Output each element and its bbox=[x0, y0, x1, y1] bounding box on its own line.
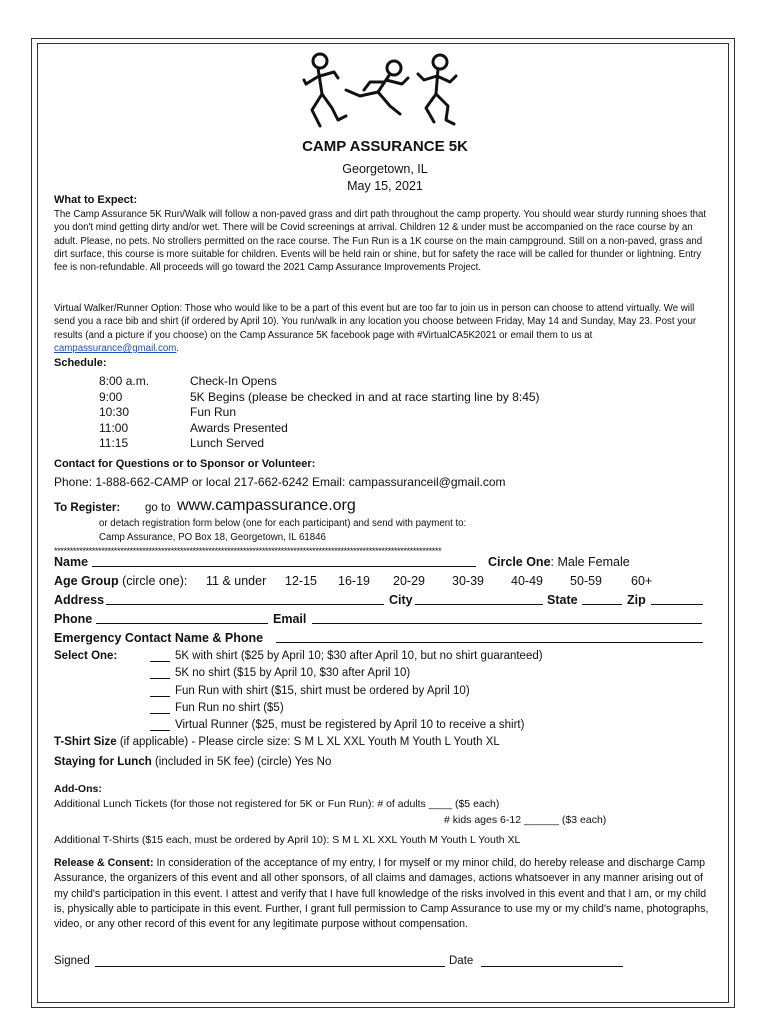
virtual-end: . bbox=[176, 342, 180, 354]
gender-options[interactable]: : Male Female bbox=[550, 555, 630, 569]
age-group-option[interactable]: 11 & under bbox=[206, 574, 267, 588]
zip-label: Zip bbox=[627, 593, 646, 607]
register-detach: or detach registration form below (one for each participant) and send with payment to: bbox=[99, 518, 467, 529]
date-label: Date bbox=[449, 955, 474, 967]
register-label: To Register: bbox=[54, 502, 121, 514]
email-label: Email bbox=[273, 612, 307, 626]
age-label: Age Group bbox=[54, 574, 119, 588]
registration-option[interactable]: 5K with shirt ($25 by April 10; $30 after April 10, but no shirt guaranteed) bbox=[175, 650, 543, 662]
circle-one-label: Circle One bbox=[488, 555, 551, 569]
circle-one bbox=[488, 555, 630, 569]
event-location: Georgetown, IL bbox=[342, 162, 428, 176]
contact-line: Phone: 1-888-662-CAMP or local 217-662-6242 Email: campassuranceil@gmail.com bbox=[54, 475, 506, 489]
contact-heading: Contact for Questions or to Sponsor or Volunteer: bbox=[54, 458, 316, 470]
schedule-time: 11:00 bbox=[99, 420, 129, 435]
schedule-event: Awards Presented bbox=[190, 420, 288, 435]
virtual-paragraph bbox=[54, 302, 714, 355]
schedule-time: 8:00 a.m. bbox=[99, 374, 150, 388]
option-checkbox-line[interactable] bbox=[150, 719, 170, 731]
register-url[interactable]: www.campassurance.org bbox=[177, 497, 356, 514]
name-field[interactable] bbox=[92, 555, 476, 567]
registration-option[interactable]: Virtual Runner ($25, must be registered by April 10 to receive a shirt) bbox=[175, 719, 525, 732]
city-label: City bbox=[389, 593, 413, 607]
option-checkbox-line[interactable] bbox=[150, 685, 170, 697]
event-title: CAMP ASSURANCE 5K bbox=[302, 138, 468, 155]
registration-option[interactable]: 5K no shirt ($15 by April 10, $30 after April 10) bbox=[175, 667, 411, 680]
address-label: Address bbox=[54, 593, 105, 607]
register-goto: go to bbox=[145, 502, 171, 514]
date-field[interactable] bbox=[481, 955, 623, 967]
age-group-option[interactable]: 20-29 bbox=[393, 574, 425, 588]
age-group-option[interactable]: 30-39 bbox=[452, 574, 484, 588]
age-group-row bbox=[54, 574, 187, 588]
emergency-label: Emergency Contact Name & Phone bbox=[54, 631, 264, 645]
event-date: May 15, 2021 bbox=[347, 179, 423, 193]
release-paragraph bbox=[54, 856, 718, 932]
address-field[interactable] bbox=[106, 593, 384, 605]
signed-label: Signed bbox=[54, 955, 90, 967]
select-one-label: Select One: bbox=[54, 650, 118, 662]
name-label: Name bbox=[54, 555, 89, 569]
schedule-event: Fun Run bbox=[190, 405, 237, 419]
schedule-heading: Schedule: bbox=[54, 357, 107, 369]
state-field[interactable] bbox=[582, 593, 622, 605]
option-checkbox-line[interactable] bbox=[150, 667, 170, 679]
addons-heading: Add-Ons: bbox=[54, 783, 102, 795]
zip-field[interactable] bbox=[651, 593, 703, 605]
release-text: In consideration of the acceptance of my entry, I for myself or my minor child, do hereby release and discharge Camp Assurance, the organizers of this event and all other sponsors, of all claims and damages, actions whatsoever in any manner arising out of my child's participation in this event. I attest and verify that I have full knowledge of the risks involved in this event and that I am, or my child is, physically able to participate in this event. Further, I grant full permission to Camp Assurance to use my or my child's name, photographs, video, or any other record of this event for any legitimate purpose without compensation. bbox=[54, 857, 709, 931]
age-group-option[interactable]: 50-59 bbox=[570, 574, 602, 588]
lunch-choice[interactable]: (included in 5K fee) (circle) Yes No bbox=[151, 756, 332, 768]
virtual-email-link[interactable]: campassurance@gmail.com bbox=[54, 342, 177, 354]
schedule-event: 5K Begins (please be checked in and at race starting line by 8:45) bbox=[190, 389, 540, 404]
lunch-label: Staying for Lunch bbox=[54, 756, 152, 768]
register-address: Camp Assurance, PO Box 18, Georgetown, IL 61846 bbox=[99, 532, 326, 543]
lunch-row bbox=[54, 756, 331, 768]
option-checkbox-line[interactable] bbox=[150, 702, 170, 714]
registration-option[interactable]: Fun Run no shirt ($5) bbox=[175, 701, 284, 714]
expect-paragraph: The Camp Assurance 5K Run/Walk will follow a non-paved grass and dirt path throughout the camp property. You should wear sturdy running shoes that you don't mind getting dirty and/or wet. There will be Covid screenings at arrival. Children 12 & under must be accompanied on the race course by an adult. Please, no pets. No strollers permitted on the race course. The Fun Run is a 1K course on the main campground. Still on a non-paved, grass and dirt surface, this course is more suitable for children. Events will be held rain or shine, but for safety the race will be called for thunder or lightning. Entry fee is non-refundable. All proceeds will go toward the 2021 Camp Assurance Improvements Project. bbox=[54, 209, 707, 274]
expect-heading: What to Expect: bbox=[54, 194, 138, 206]
release-label: Release & Consent: bbox=[54, 857, 154, 869]
runners-logo bbox=[298, 50, 468, 132]
age-group-option[interactable]: 16-19 bbox=[338, 574, 370, 588]
addon-kids-line[interactable]: # kids ages 6-12 ______ ($3 each) bbox=[444, 814, 607, 826]
phone-label: Phone bbox=[54, 612, 93, 626]
city-field[interactable] bbox=[415, 593, 543, 605]
phone-field[interactable] bbox=[96, 612, 268, 624]
signature-field[interactable] bbox=[95, 955, 445, 967]
schedule-time: 9:00 bbox=[99, 389, 123, 404]
tshirt-sizes[interactable]: (if applicable) - Please circle size: S M L XL XXL Youth M Youth L Youth XL bbox=[116, 736, 500, 748]
age-hint: (circle one): bbox=[118, 574, 188, 588]
addon-lunch-line[interactable]: Additional Lunch Tickets (for those not registered for 5K or Fun Run): # of adults ____ ($5 each) bbox=[54, 798, 500, 810]
schedule-time: 10:30 bbox=[99, 405, 130, 419]
addon-tshirt-line[interactable]: Additional T-Shirts ($15 each, must be ordered by April 10): S M L XL XXL Youth M Youth L Youth XL bbox=[54, 834, 521, 846]
option-checkbox-line[interactable] bbox=[150, 650, 170, 662]
age-group-option[interactable]: 60+ bbox=[631, 574, 653, 588]
schedule-event: Lunch Served bbox=[190, 436, 265, 450]
schedule-time: 11:15 bbox=[99, 436, 129, 450]
email-field[interactable] bbox=[312, 612, 702, 624]
age-group-option[interactable]: 12-15 bbox=[285, 574, 317, 588]
tshirt-row bbox=[54, 736, 500, 748]
cut-divider: *************************************************************************************************************************** bbox=[54, 546, 442, 557]
tshirt-label: T-Shirt Size bbox=[54, 736, 117, 748]
virtual-text: Virtual Walker/Runner Option: Those who would like to be a part of this event but are too far to join us in person can choose to attend virtually. We will send you a race bib and shirt (if ordered by April 10). You run/walk in any location you choose between Friday, May 14 and Sunday, May 23. Post your results (and a picture if you choose) on the Camp Assurance 5K facebook page with #VirtualCA5K2021 or email them to us at bbox=[54, 303, 697, 341]
schedule-event: Check-In Opens bbox=[190, 374, 277, 388]
age-group-option[interactable]: 40-49 bbox=[511, 574, 543, 588]
emergency-field[interactable] bbox=[276, 631, 703, 643]
state-label: State bbox=[547, 593, 578, 607]
registration-option[interactable]: Fun Run with shirt ($15, shirt must be ordered by April 10) bbox=[175, 684, 470, 697]
